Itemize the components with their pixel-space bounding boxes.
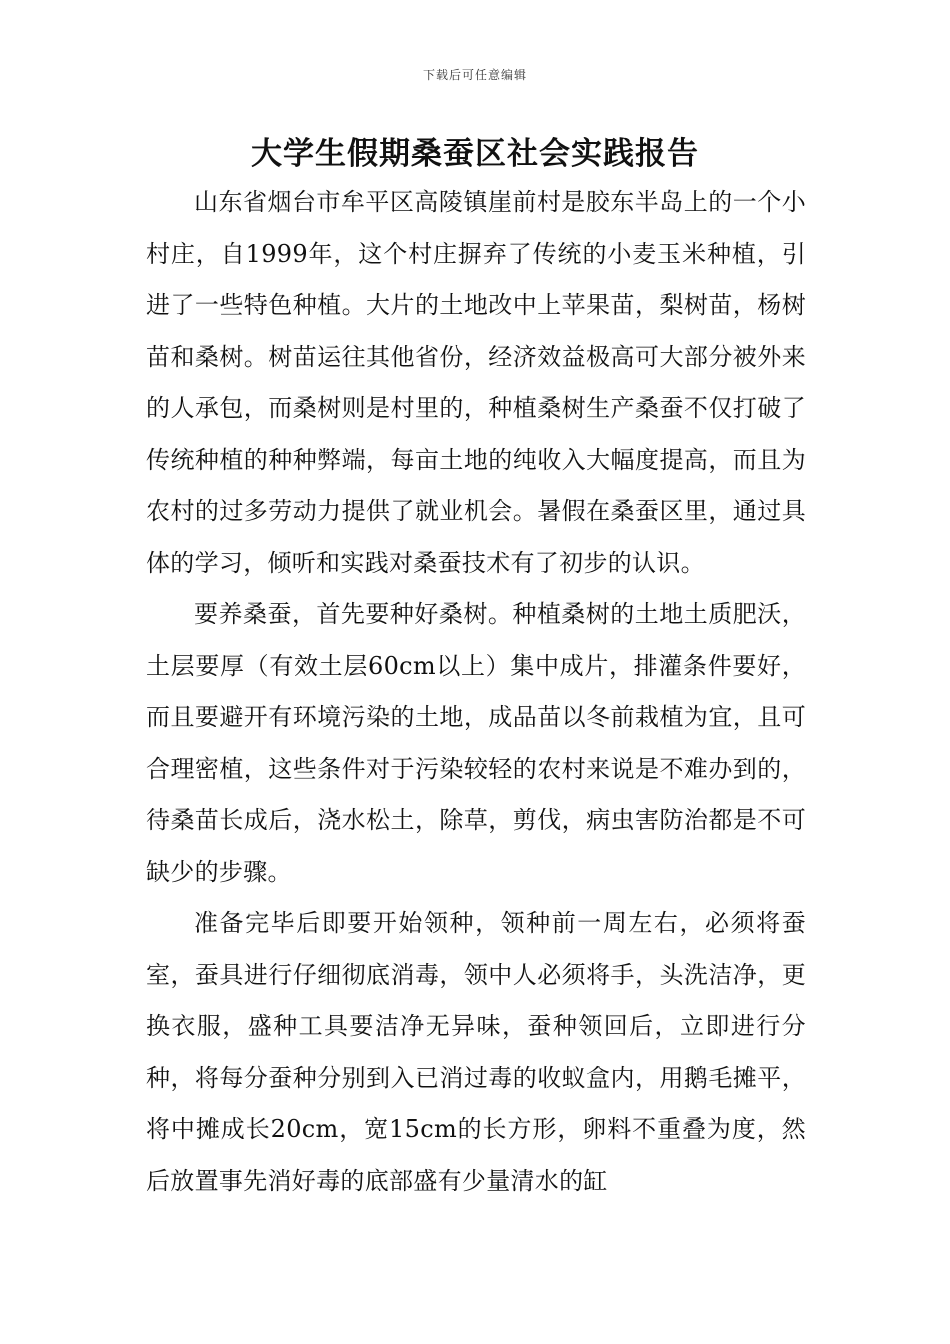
document-title: 大学生假期桑蚕区社会实践报告 xyxy=(251,136,699,172)
paragraph-1: 山东省烟台市牟平区高陵镇崖前村是胶东半岛上的一个小村庄，自1999年，这个村庄摒弃了传统的小麦玉米种植，引进了一些特色种植。大片的土地改中上苹果苗，梨树苗，杨树苗和桑树。树苗运往其他省份，经济效益极高可大部分被外来的人承包，而桑树则是村里的，种植桑树生产桑蚕不仅打破了传统种植的种种弊端，每亩土地的纯收入大幅度提高，而且为农村的过多劳动力提供了就业机会。暑假在桑蚕区里，通过具体的学习，倾听和实践对桑蚕技术有了初步的认识。 xyxy=(146,188,806,577)
page-header-note: 下载后可任意编辑 xyxy=(422,68,527,82)
document-body xyxy=(146,177,806,1207)
paragraph-2: 要养桑蚕，首先要种好桑树。种植桑树的土地土质肥沃，土层要厚（有效土层60cm以上）集中成片，排灌条件要好，而且要避开有环境污染的土地，成品苗以冬前栽植为宜，且可合理密植，这些条件对于污染较轻的农村来说是不难办到的，待桑苗长成后，浇水松土，除草，剪伐，病虫害防治都是不可缺少的步骤。 xyxy=(146,600,806,886)
paragraph-3: 准备完毕后即要开始领种，领种前一周左右，必须将蚕室，蚕具进行仔细彻底消毒，领中人必须将手，头洗洁净，更换衣服，盛种工具要洁净无异味，蚕种领回后，立即进行分种，将每分蚕种分别到入已消过毒的收蚁盒内，用鹅毛摊平，将中摊成长20cm，宽15cm的长方形，卵料不重叠为度，然后放置事先消好毒的底部盛有少量清水的缸 xyxy=(146,909,806,1195)
